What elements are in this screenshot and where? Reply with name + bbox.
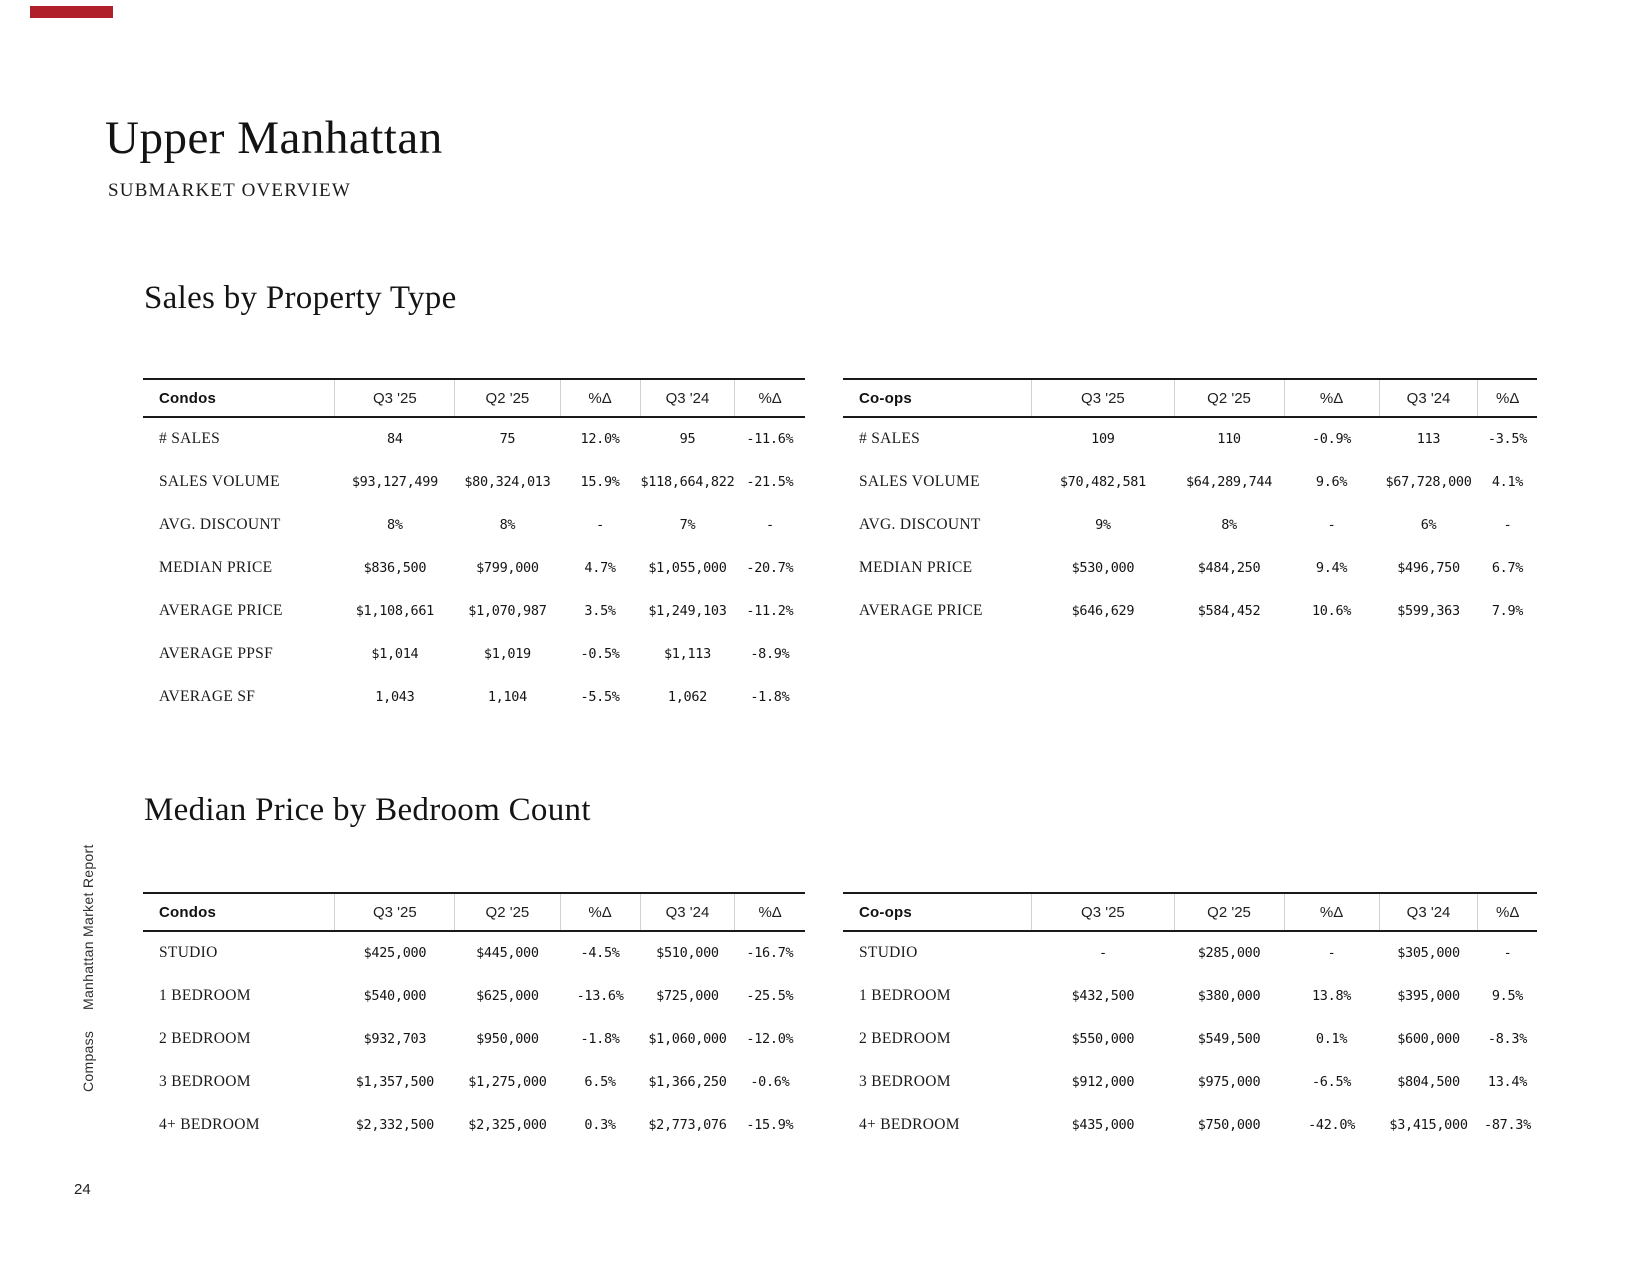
value-cell: $625,000	[476, 987, 539, 1004]
row-label-cell: 1 BEDROOM	[859, 986, 951, 1004]
value-cell: $432,500	[1071, 987, 1135, 1004]
page-number: 24	[74, 1181, 91, 1198]
table-header-row	[843, 379, 1537, 417]
value-cell: -5.5%	[580, 688, 620, 705]
value-cell: $1,275,000	[468, 1073, 547, 1090]
value-cell: $804,500	[1397, 1073, 1460, 1090]
value-cell: $599,363	[1397, 602, 1460, 619]
column-header: Q3 '24	[1379, 893, 1478, 931]
table-row	[143, 1103, 805, 1146]
value-cell: 6%	[1420, 516, 1437, 533]
value-cell: 9.6%	[1315, 473, 1348, 490]
value-cell: $1,014	[371, 645, 419, 662]
value-cell: -11.6%	[746, 431, 794, 447]
column-header: Q3 '24	[640, 893, 735, 931]
value-cell: -42.0%	[1308, 1116, 1356, 1133]
value-cell: 13.4%	[1487, 1073, 1528, 1090]
sales-coops-table	[843, 378, 1537, 632]
value-cell: -	[596, 516, 604, 533]
value-cell: 3.5%	[584, 602, 616, 619]
value-cell: $395,000	[1397, 987, 1460, 1004]
value-cell: -0.5%	[580, 645, 620, 662]
row-label-cell: AVERAGE PPSF	[159, 644, 274, 662]
value-cell: 13.8%	[1311, 987, 1352, 1004]
column-header: %Δ	[1284, 379, 1379, 417]
value-cell: $510,000	[656, 945, 719, 961]
table-row	[143, 974, 805, 1017]
value-cell: -	[765, 516, 774, 533]
value-cell: 109	[1091, 431, 1115, 447]
table-row	[843, 417, 1537, 460]
sidebar-brand-label: Compass	[80, 1030, 96, 1092]
value-cell: -	[1327, 516, 1336, 533]
page-title: Upper Manhattan	[105, 112, 443, 164]
value-cell: $2,332,500	[355, 1116, 435, 1133]
value-cell: $285,000	[1197, 945, 1261, 961]
column-header: Q2 '25	[1174, 893, 1284, 931]
row-label-cell: STUDIO	[859, 944, 918, 961]
value-cell: 8%	[387, 516, 403, 533]
table-row	[843, 589, 1537, 632]
column-header: %Δ	[735, 379, 805, 417]
section-heading-sales-by-property-type: Sales by Property Type	[144, 280, 457, 316]
table-row	[143, 1017, 805, 1060]
value-cell: $646,629	[1071, 602, 1135, 619]
value-cell: $380,000	[1197, 987, 1261, 1004]
row-label-cell: SALES VOLUME	[859, 472, 980, 490]
value-cell: $550,000	[1071, 1030, 1135, 1047]
value-cell: 75	[499, 431, 516, 447]
column-header: %Δ	[735, 893, 805, 931]
row-label-cell: AVERAGE PRICE	[159, 601, 283, 619]
row-label-cell: AVG. DISCOUNT	[159, 515, 281, 533]
value-cell: $64,289,744	[1185, 473, 1273, 490]
value-cell: $93,127,499	[351, 473, 438, 490]
row-label-cell: AVG. DISCOUNT	[859, 515, 981, 533]
value-cell: -8.3%	[1487, 1030, 1528, 1047]
value-cell: -12.0%	[746, 1030, 794, 1047]
sales-condos-table	[143, 378, 805, 718]
value-cell: -	[1503, 516, 1512, 533]
value-cell: -16.7%	[746, 945, 794, 961]
red-marker	[30, 6, 113, 18]
value-cell: $530,000	[1071, 559, 1135, 576]
value-cell: -25.5%	[746, 987, 794, 1004]
table-row	[843, 974, 1537, 1017]
column-header: Q3 '25	[335, 379, 455, 417]
column-header: Q3 '24	[640, 379, 735, 417]
column-header: Q2 '25	[1174, 379, 1284, 417]
row-label-cell: MEDIAN PRICE	[859, 558, 973, 576]
table-row	[843, 503, 1537, 546]
value-cell: 95	[679, 431, 696, 447]
row-label-cell: 2 BEDROOM	[859, 1029, 951, 1047]
value-cell: $799,000	[476, 559, 539, 576]
value-cell: -4.5%	[580, 945, 620, 961]
value-cell: -11.2%	[746, 602, 794, 619]
value-cell: 113	[1416, 431, 1441, 447]
value-cell: 9%	[1095, 516, 1111, 533]
value-cell: 0.3%	[584, 1116, 616, 1133]
table-row	[143, 503, 805, 546]
value-cell: $435,000	[1071, 1116, 1135, 1133]
value-cell: $836,500	[363, 559, 427, 576]
value-cell: $70,482,581	[1059, 473, 1146, 490]
value-cell: 4.7%	[584, 559, 616, 576]
value-cell: $549,500	[1197, 1030, 1261, 1047]
value-cell: $2,325,000	[468, 1116, 547, 1133]
value-cell: 15.9%	[580, 473, 620, 490]
table-header-row	[143, 893, 805, 931]
value-cell: -13.6%	[576, 987, 624, 1004]
table-row	[143, 632, 805, 675]
value-cell: -1.8%	[580, 1030, 620, 1047]
value-cell: -	[1503, 945, 1512, 961]
column-header: %Δ	[560, 893, 640, 931]
value-cell: 110	[1217, 431, 1241, 447]
table-row	[143, 1060, 805, 1103]
table-row	[843, 460, 1537, 503]
value-cell: 7%	[679, 516, 696, 533]
value-cell: 4.1%	[1491, 473, 1524, 490]
value-cell: $932,703	[363, 1030, 427, 1047]
row-label-cell: # SALES	[159, 430, 221, 447]
value-cell: $1,060,000	[648, 1030, 727, 1047]
row-label-cell: AVERAGE PRICE	[859, 601, 983, 619]
column-header: %Δ	[1478, 893, 1537, 931]
value-cell: $725,000	[656, 987, 719, 1004]
value-cell: 1,043	[375, 688, 415, 705]
table-title: Co-ops	[859, 389, 912, 407]
bedroom-condos-table	[143, 892, 805, 1146]
value-cell: 8%	[499, 516, 516, 533]
value-cell: 0.1%	[1315, 1030, 1348, 1047]
table-row	[143, 460, 805, 503]
column-header: %Δ	[1284, 893, 1379, 931]
value-cell: $1,249,103	[648, 602, 727, 619]
value-cell: $912,000	[1071, 1073, 1135, 1090]
row-label-cell: # SALES	[859, 430, 921, 447]
table-header-row	[143, 379, 805, 417]
page-subtitle: SUBMARKET OVERVIEW	[108, 180, 351, 201]
value-cell: $1,113	[663, 645, 711, 662]
value-cell: $2,773,076	[648, 1116, 727, 1133]
value-cell: $1,108,661	[355, 602, 435, 619]
table-row	[843, 931, 1537, 974]
value-cell: -87.3%	[1484, 1116, 1531, 1133]
value-cell: $750,000	[1197, 1116, 1261, 1133]
value-cell: $1,366,250	[648, 1073, 727, 1090]
row-label-cell: AVERAGE SF	[159, 687, 256, 705]
row-label-cell: MEDIAN PRICE	[159, 558, 273, 576]
sidebar-report-title: Manhattan Market Report	[80, 844, 96, 1010]
table-row	[143, 546, 805, 589]
row-label-cell: 2 BEDROOM	[159, 1029, 251, 1047]
value-cell: -3.5%	[1487, 431, 1528, 447]
table-title: Condos	[159, 389, 217, 407]
row-label-cell: 3 BEDROOM	[859, 1072, 951, 1090]
column-header: Q2 '25	[455, 893, 560, 931]
value-cell: $445,000	[476, 945, 539, 961]
value-cell: $425,000	[363, 945, 427, 961]
value-cell: $3,415,000	[1389, 1116, 1468, 1133]
table-row	[843, 1017, 1537, 1060]
value-cell: -20.7%	[746, 559, 794, 576]
column-header: Q2 '25	[455, 379, 560, 417]
value-cell: 9.5%	[1491, 987, 1524, 1004]
table-row	[143, 931, 805, 974]
row-label-cell: 3 BEDROOM	[159, 1072, 251, 1090]
value-cell: 6.7%	[1491, 559, 1524, 576]
row-label-cell: 4+ BEDROOM	[859, 1115, 960, 1133]
table-row	[143, 589, 805, 632]
row-label-cell: SALES VOLUME	[159, 472, 280, 490]
bedroom-coops-table	[843, 892, 1537, 1146]
column-header: Q3 '24	[1379, 379, 1478, 417]
value-cell: 12.0%	[580, 431, 620, 447]
table-header-row	[843, 893, 1537, 931]
value-cell: -21.5%	[746, 473, 794, 490]
value-cell: 84	[387, 431, 403, 447]
value-cell: $67,728,000	[1385, 473, 1472, 490]
value-cell: 7.9%	[1491, 602, 1524, 619]
value-cell: $80,324,013	[464, 473, 551, 490]
value-cell: $1,055,000	[648, 559, 727, 576]
table-title: Co-ops	[859, 903, 912, 921]
value-cell: 9.4%	[1315, 559, 1348, 576]
table-row	[143, 675, 805, 718]
value-cell: -1.8%	[750, 688, 790, 705]
table-row	[843, 1060, 1537, 1103]
row-label-cell: 1 BEDROOM	[159, 986, 251, 1004]
value-cell: -	[1098, 945, 1107, 961]
column-header: Q3 '25	[335, 893, 455, 931]
value-cell: 1,104	[487, 688, 527, 705]
row-label-cell: STUDIO	[159, 944, 218, 961]
value-cell: $1,019	[483, 645, 531, 662]
value-cell: -0.6%	[750, 1073, 790, 1090]
value-cell: $305,000	[1397, 945, 1460, 961]
table-row	[143, 417, 805, 460]
value-cell: -0.9%	[1311, 431, 1352, 447]
value-cell: $540,000	[363, 987, 427, 1004]
value-cell: -	[1327, 945, 1336, 961]
value-cell: 10.6%	[1311, 602, 1352, 619]
value-cell: $975,000	[1197, 1073, 1261, 1090]
value-cell: $484,250	[1197, 559, 1261, 576]
row-label-cell: 4+ BEDROOM	[159, 1115, 260, 1133]
value-cell: 6.5%	[584, 1073, 616, 1090]
value-cell: 1,062	[667, 688, 708, 705]
value-cell: 8%	[1221, 516, 1237, 533]
value-cell: $1,070,987	[468, 602, 547, 619]
section-heading-median-price-by-bedroom: Median Price by Bedroom Count	[144, 792, 591, 828]
table-row	[843, 546, 1537, 589]
column-header: Q3 '25	[1032, 893, 1174, 931]
table-title: Condos	[159, 903, 217, 921]
value-cell: $584,452	[1197, 602, 1261, 619]
table-row	[843, 1103, 1537, 1146]
value-cell: -8.9%	[750, 645, 790, 662]
value-cell: $950,000	[476, 1030, 539, 1047]
value-cell: $1,357,500	[355, 1073, 435, 1090]
column-header: Q3 '25	[1032, 379, 1174, 417]
value-cell: $118,664,822	[640, 473, 735, 490]
value-cell: $496,750	[1397, 559, 1460, 576]
value-cell: $600,000	[1397, 1030, 1460, 1047]
value-cell: -6.5%	[1311, 1073, 1352, 1090]
column-header: %Δ	[1478, 379, 1537, 417]
value-cell: -15.9%	[746, 1116, 794, 1133]
column-header: %Δ	[560, 379, 640, 417]
